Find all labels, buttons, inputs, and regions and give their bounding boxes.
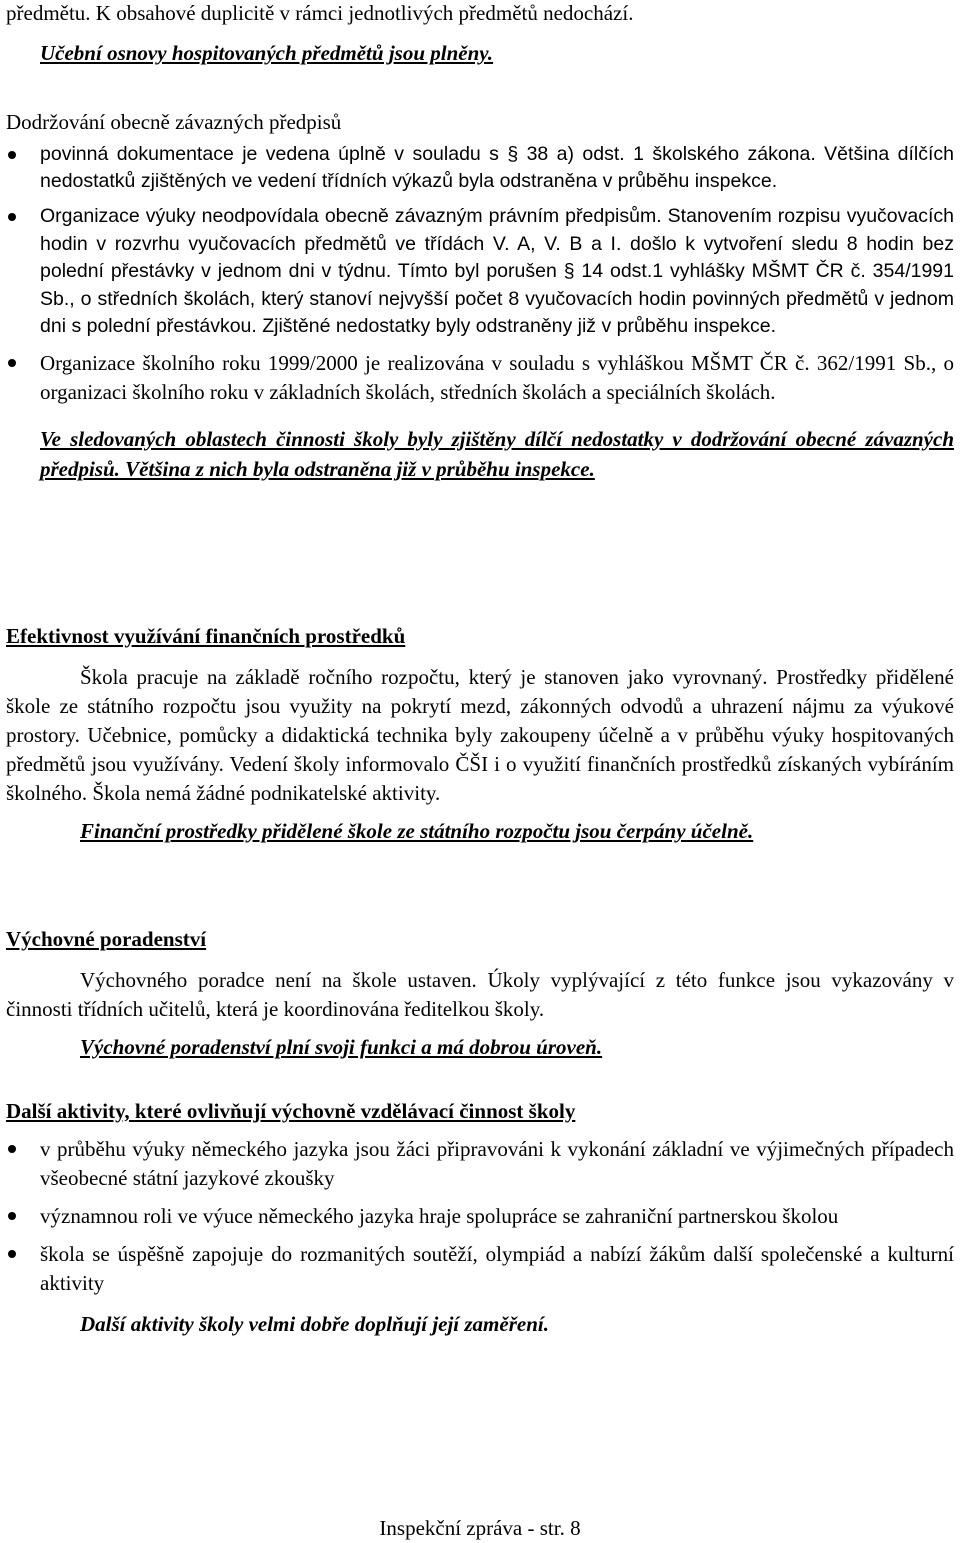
conclusion-finance: Finanční prostředky přidělené škole ze státního rozpočtu jsou čerpány účelně. (80, 819, 754, 843)
list-item: významnou roli ve výuce německého jazyka hraje spolupráce se zahraniční partnerskou školou (6, 1202, 954, 1231)
bullet-icon (8, 1145, 16, 1153)
list-item: v průběhu výuky německého jazyka jsou žáci připravováni k vykonání základní ve výjimečných případech všeobecné státní jazykové zkoušky (6, 1135, 954, 1193)
list-item: povinná dokumentace je vedena úplně v souladu s § 38 a) odst. 1 školského zákona. Většina dílčích nedostatků zjištěných ve vedení třídních výkazů byla odstraněna v průběhu inspekce. (6, 141, 954, 195)
section-regulations (6, 108, 954, 484)
bullet-icon (8, 359, 16, 367)
paragraph-counseling: Výchovného poradce není na škole ustaven. Úkoly vyplývající z této funkce jsou vykazovány v činnosti třídních učitelů, která je koordinována ředitelkou školy. (6, 968, 954, 1021)
heading-finance: Efektivnost využívání finančních prostředků (6, 624, 406, 648)
conclusion-counseling: Výchovné poradenství plní svoji funkci a má dobrou úroveň. (80, 1035, 603, 1059)
list-regulations (6, 141, 954, 407)
heading-regulations: Dodržování obecně závazných předpisů (6, 110, 342, 134)
conclusion-regulations: Ve sledovaných oblastech činnosti školy byly zjištěny dílčí nedostatky v dodržování obecné závazných předpisů. Většina z nich byla odstraněna již v průběhu inspekce. (40, 426, 954, 481)
section-activities (6, 1097, 954, 1339)
page-footer: Inspekční zpráva - str. 8 (379, 1516, 581, 1540)
conclusion-activities: Další aktivity školy velmi dobře doplňují její zaměření. (80, 1312, 549, 1336)
heading-counseling: Výchovné poradenství (6, 927, 207, 951)
heading-activities: Další aktivity, které ovlivňují výchovně vzdělávací činnost školy (6, 1099, 576, 1123)
bullet-icon (8, 1212, 16, 1220)
list-item: Organizace školního roku 1999/2000 je realizována v souladu s vyhláškou MŠMT ČR č. 362/1991 Sb., o organizaci školního roku v základních školách, středních školách a speciálních školách. (6, 349, 954, 407)
bullet-icon (8, 151, 16, 159)
section-counseling (6, 925, 954, 1062)
list-item: Organizace výuky neodpovídala obecně závazným právním předpisům. Stanovením rozpisu vyučovacích hodin v rozvrhu vyučovacích předmětů ve třídách V. A, V. B a I. došlo k vytvoření sledu 8 hodin bez polední přestávky v jednom dni v týdnu. Tímto byl porušen § 14 odst.1 vyhlášky MŠMT ČR č. 354/1991 Sb., o středních školách, který stanoví nejvyšší počet 8 vyučovacích hodin povinných předmětů v jednom dni s polední přestávkou. Zjištěné nedostatky byly odstraněny již v průběhu inspekce. (6, 203, 954, 341)
paragraph-finance: Škola pracuje na základě ročního rozpočtu, který je stanoven jako vyrovnaný. Prostředky přidělené škole ze státního rozpočtu jsou využity na pokrytí mezd, zákonných odvodů a uhrazení nájmu za výukové prostory. Učebnice, pomůcky a didaktická technika byly zakoupeny účelně a v průběhu výuky hospitovaných předmětů jsou využívány. Vedení školy informovalo ČŠI i o využití finančních prostředků získaných vybíráním školného. Škola nemá žádné podnikatelské aktivity. (6, 665, 954, 805)
section-finance (6, 622, 954, 846)
list-activities (6, 1135, 954, 1298)
bullet-icon (8, 213, 16, 221)
list-item: škola se úspěšně zapojuje do rozmanitých soutěží, olympiád a nabízí žákům další společenské a kulturní aktivity (6, 1240, 954, 1298)
bullet-icon (8, 1250, 16, 1258)
text-line-top: předmětu. K obsahové duplicitě v rámci jednotlivých předmětů nedochází. (6, 1, 634, 25)
conclusion-syllabus: Učební osnovy hospitovaných předmětů jsou plněny. (40, 41, 494, 65)
